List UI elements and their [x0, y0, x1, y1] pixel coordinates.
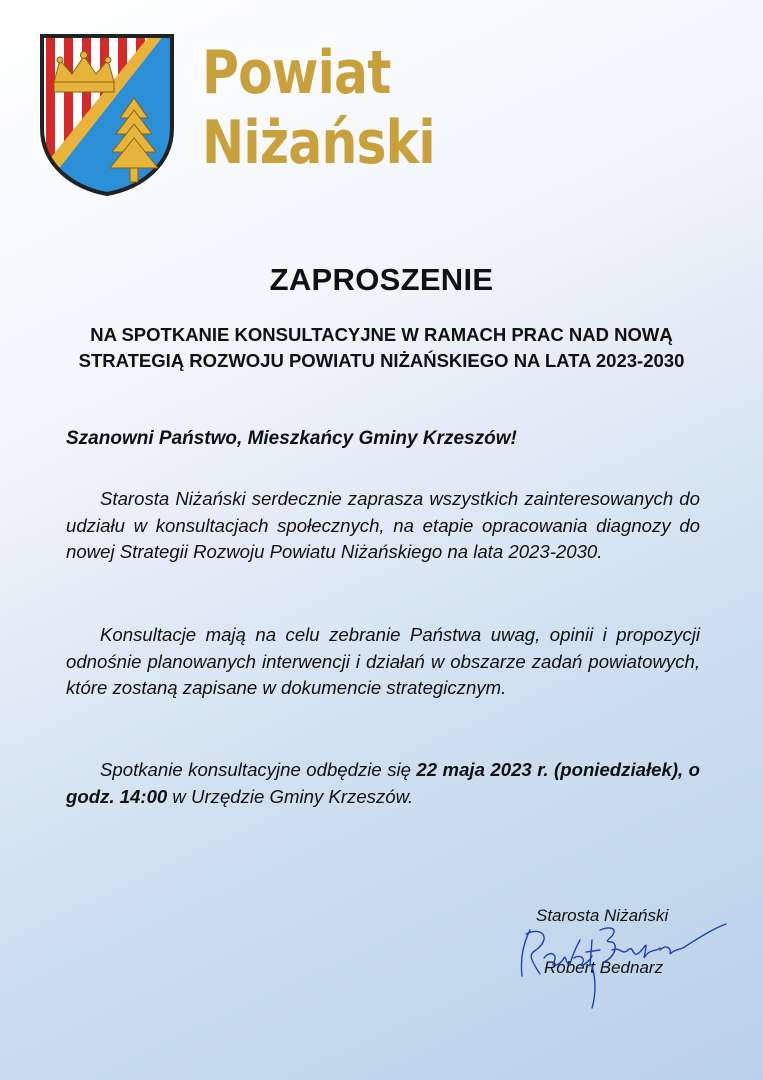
brand-line-1: Powiat — [202, 38, 391, 108]
header-logo — [36, 30, 456, 200]
meeting-intro: Spotkanie konsultacyjne odbędzie się — [100, 759, 417, 780]
brand-line-2: Niżański — [202, 108, 435, 178]
signature-block — [500, 900, 740, 1010]
signatory-role: Starosta Niżański — [536, 906, 669, 925]
paragraph-meeting-details — [66, 757, 700, 810]
coat-of-arms-icon — [36, 30, 178, 198]
meeting-location: w Urzędzie Gminy Krzeszów. — [167, 785, 414, 807]
paragraph-purpose: Konsultacje mają na celu zebranie Państwa uwag, opinii i propozycji odnośnie planowanych interwencji i działań w obszarze zadań powiatowych, które zostaną zapisane w dokumencie strategicznym. — [66, 624, 700, 698]
meeting-date-time: 22 maja 2023 r. (poniedziałek), o godz. 14:00 — [66, 759, 700, 807]
brand-name — [202, 38, 435, 178]
greeting: Szanowni Państwo, Mieszkańcy Gminy Krzeszów! — [66, 428, 517, 449]
document-title: ZAPROSZENIE — [269, 262, 494, 297]
document-subtitle: NA SPOTKANIE KONSULTACYJNE W RAMACH PRAC NAD NOWĄ STRATEGIĄ ROZWOJU POWIATU NIŻAŃSKIEGO NA LATA 2023-2030 — [78, 324, 685, 371]
paragraph-invitation: Starosta Niżański serdecznie zaprasza wszystkich zainteresowanych do udziału w konsultacjach społecznych, na etapie opracowania diagnozy do nowej Strategii Rozwoju Powiatu Niżańskiego na lata 2023-2030. — [66, 488, 700, 562]
handwritten-signature — [500, 900, 740, 1010]
signatory-name: Robert Bednarz — [544, 958, 664, 977]
